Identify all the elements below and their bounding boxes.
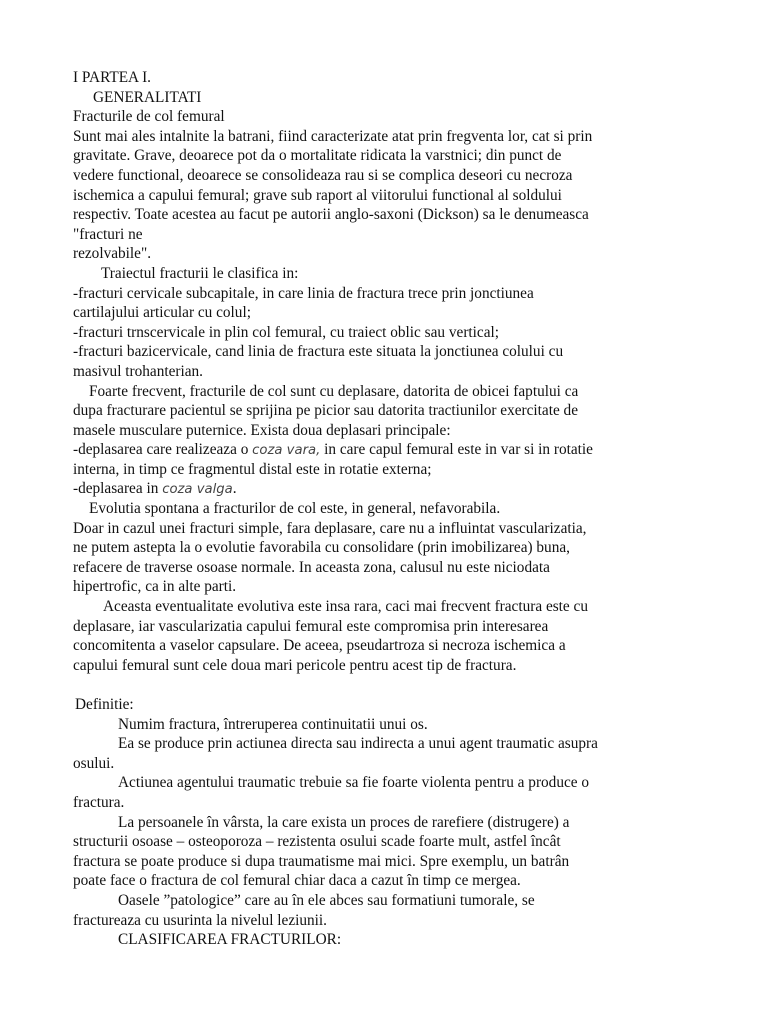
text-line: Oasele ”patologice” care au în ele abces sau formatiuni tumorale, se	[118, 891, 535, 909]
classification-heading: CLASIFICAREA FRACTURILOR:	[118, 931, 342, 949]
text-line: vedere functional, deoarece se consolideaza rau si se complica deseori cu necroza	[73, 166, 573, 184]
list-item: -fracturi trnscervicale in plin col femural, cu traiect oblic sau vertical;	[73, 323, 499, 341]
text-line: ischemica a capului femural; grave sub raport al viitorului functional al soldului	[73, 186, 562, 204]
text-line: Doar in cazul unei fracturi simple, fara deplasare, care nu a influintat vascularizatia,	[73, 519, 587, 537]
text-line: Ea se produce prin actiunea directa sau indirecta a unui agent traumatic asupra	[118, 735, 598, 753]
text-line: respectiv. Toate acestea au facut pe autorii anglo-saxoni (Dickson) sa le denumeasca	[73, 206, 589, 224]
text-line: poate face o fractura de col femural chiar daca a cazut în timp ce mergea.	[73, 872, 521, 890]
text-line: interna, in timp ce fragmentul distal este in rotatie externa;	[73, 460, 432, 478]
text-line: gravitate. Grave, deoarece pot da o mortalitate ridicata la varstnici; din punct de	[73, 147, 562, 165]
part-heading: I PARTEA I.	[73, 69, 151, 86]
italic-term: coza vara,	[252, 443, 321, 459]
text-run: -deplasarea care realizeaza o	[73, 441, 253, 459]
text-line: dupa fracturare pacientul se sprijina pe picior sau datorita tractiunilor exercitate de	[73, 402, 578, 420]
text-line: Numim fractura, întreruperea continuitatii unui os.	[118, 715, 428, 733]
text-line: fractura se poate produce si dupa traumatisme mai mici. Spre exemplu, un batrân	[73, 852, 570, 870]
text-line: deplasare, iar vascularizatia capului femural este compromisa prin interesarea	[73, 617, 549, 635]
text-line: concomitenta a vaselor capsulare. De aceea, pseudartroza si necroza ischemica a	[73, 637, 566, 655]
text-line: Evolutia spontana a fracturilor de col este, in general, nefavorabila.	[89, 500, 501, 518]
text-line: Traiectul fracturii le clasifica in:	[101, 264, 299, 282]
text-line: fractura.	[73, 793, 125, 811]
subsection-heading: Fracturile de col femural	[73, 108, 225, 126]
text-line: Aceasta eventualitate evolutiva este insa rara, caci mai frecvent fractura este cu	[103, 598, 588, 616]
text-line: La persoanele în vârsta, la care exista un proces de rarefiere (distrugere) a	[118, 813, 570, 831]
list-item: -fracturi bazicervicale, cand linia de fractura este situata la jonctiunea colului cu	[73, 343, 564, 361]
text-line: structurii osoase – osteoporoza – rezistenta osului scade foarte mult, astfel încât	[73, 833, 561, 851]
definition-heading: Definitie:	[75, 696, 134, 713]
text-line: capului femural sunt cele doua mari pericole pentru acest tip de fractura.	[73, 656, 517, 674]
list-item	[73, 440, 713, 460]
text-line: "fracturi ne	[73, 225, 143, 243]
document-page	[73, 68, 713, 950]
text-line: hipertrofic, ca in alte parti.	[73, 578, 237, 596]
list-item	[73, 479, 713, 499]
text-run: in care capul femural este in var si in rotatie	[320, 441, 593, 459]
text-line: ne putem astepta la o evolutie favorabila cu consolidare (prin imobilizarea) buna,	[73, 539, 570, 557]
text-line: masivul trohanterian.	[73, 362, 203, 380]
text-line: cartilajului articular cu colul;	[73, 304, 251, 322]
text-line: Sunt mai ales intalnite la batrani, fiind caracterizate atat prin fregventa lor, cat si prin	[73, 127, 593, 145]
list-item: -fracturi cervicale subcapitale, in care linia de fractura trece prin jonctiunea	[73, 284, 534, 302]
text-line: masele musculare puternice. Exista doua deplasari principale:	[73, 421, 451, 439]
text-run: .	[232, 480, 237, 498]
text-line: Foarte frecvent, fracturile de col sunt cu deplasare, datorita de obicei faptului ca	[89, 382, 579, 400]
italic-term: coza valga	[162, 482, 233, 498]
text-line: Actiunea agentului traumatic trebuie sa fie foarte violenta pentru a produce o	[118, 774, 590, 792]
text-run: -deplasarea in	[73, 480, 163, 498]
text-line: refacere de traverse osoase normale. In aceasta zona, calusul nu este niciodata	[73, 558, 550, 576]
section-heading: GENERALITATI	[93, 88, 202, 106]
text-line: fractureaza cu usurinta la nivelul leziunii.	[73, 911, 327, 929]
text-line: osului.	[73, 754, 115, 772]
text-line: rezolvabile".	[73, 245, 152, 263]
blank-line	[73, 675, 713, 695]
